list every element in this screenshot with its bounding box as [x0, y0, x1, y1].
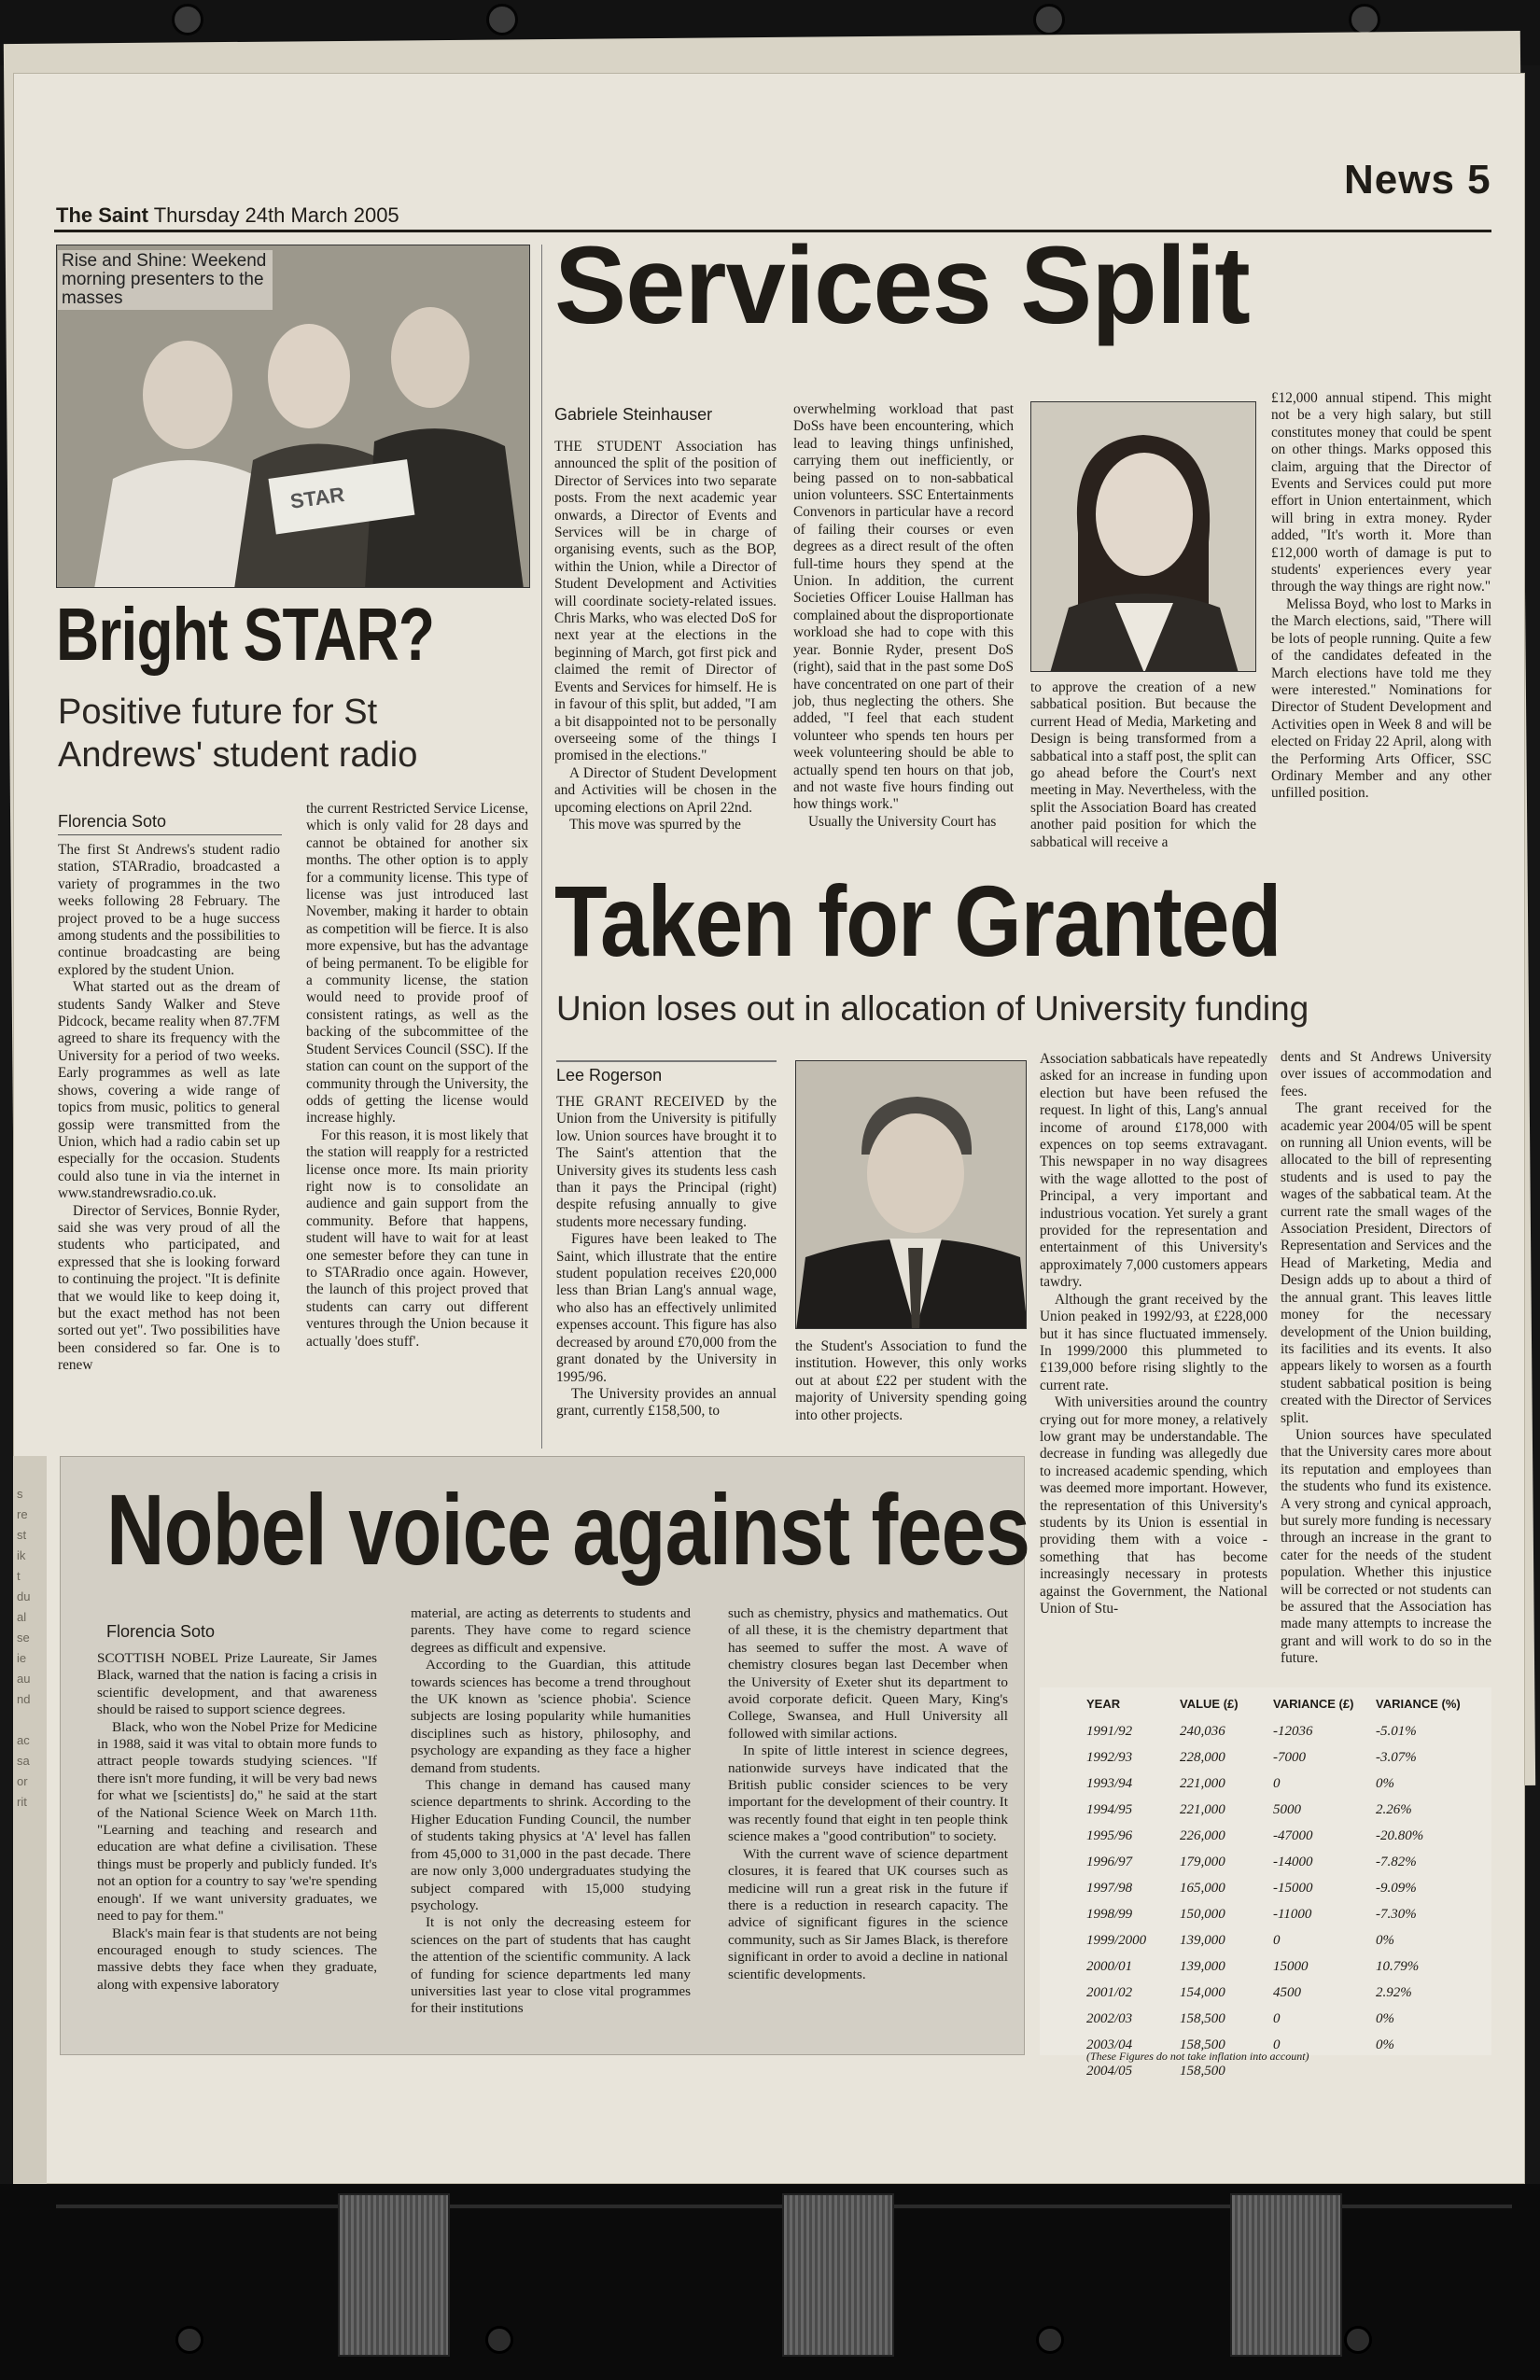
table-row	[1086, 1875, 1478, 1901]
star-subhead: Positive future for St Andrews' student radio	[58, 693, 418, 775]
table-cell: 2003/04	[1086, 2037, 1133, 2052]
table-note: (These Figures do not take inflation into account)	[1086, 2050, 1309, 2063]
paragraph: What started out as the dream of students Sandy Walker and Steve Pidcock, became reality when 87.7FM agreed to share its frequency with the University for a period of two weeks. Early programmes as well as late shows, covering a wide range of topics from music, politics to general gossip were transmitted from the Union, which had a radio cabin set up especially for the occasion. Students could also tune in via the internet in www.standrewsradio.co.uk.	[58, 979, 280, 1202]
paragraph: the current Restricted Service License, which is only valid for 28 days and cannot be obtained for another six months. The other option is to apply for a community license. This type of license was just introduced last November, making it harder to obtain as competition will be fierce. It is also more expensive, but has the advantage of being permanent. To be eligible for a community license, the station would need to provide proof of consistent ratings, as well as the backing of the subcommittee of the Student Services Council (SSC). If the station can count on the support of the community through the University, the odds of getting the license would increase highly.	[306, 801, 528, 1127]
paragraph: the Student's Association to fund the institution. However, this only works out at about £22 per student with the majority of University spending going into other projects.	[795, 1338, 1027, 1423]
table-cell: 221,000	[1180, 1775, 1225, 1791]
granted-column-1	[556, 1094, 777, 1421]
table-cell: 1996/97	[1086, 1854, 1133, 1869]
table-cell: 0%	[1376, 1775, 1394, 1791]
binder-hole	[175, 2326, 203, 2354]
table-cell: 0	[1273, 2037, 1281, 2052]
split-column-1	[554, 439, 777, 833]
portrait-image	[796, 1061, 1027, 1329]
binder-hole	[486, 4, 518, 35]
paragraph: With the current wave of science department closures, it is feared that UK courses such as medicine will run a great risk in the future if there is a reduction in research capacity. The advice of significant figures in the science community, such as Sir James Black, is therefore significant in order to avoid a decline in national scientific developments.	[728, 1845, 1008, 1982]
column-header: VARIANCE (%)	[1376, 1697, 1461, 1711]
paragraph: Union sources have speculated that the University cares more about its reputation and employees than the students who fund its existence. A very strong and cynical approach, but surely more funding is necessary through an increase in the grant to cater for the needs of the student population. Whether this injustice will be corrected or not students can be assured that the Association has made many attempts to increase the grant and will work to do so in the future.	[1281, 1426, 1491, 1667]
table-row	[1086, 1953, 1478, 1980]
binder-hole	[1036, 2326, 1064, 2354]
table-cell: 1993/94	[1086, 1775, 1133, 1791]
bleed-through-text: s re st ik t du al se ie au nd ac sa or rit	[17, 1487, 31, 1809]
granted-headline: Taken for Granted	[554, 864, 1281, 977]
column-rule	[541, 245, 542, 1449]
funding-table-box	[1040, 1687, 1491, 2079]
granted-column-4	[1281, 1049, 1491, 1668]
paragraph: overwhelming workload that past DoSs have been encountering, which lead to leaving things unfinished, carrying them out inefficiently, or being passed on to non-sabbatical union volunteers. SSC Entertainments Convenors in particular have a record of failing their courses or even degrees as a direct result of the often full-time hours they spend at the Union. In addition, the current Societies Officer Louise Hallman has complained about the disproportionate workload she had to cope with this year. Bonnie Ryder, present DoS (right), said that in the past some DoS have concentrated on one part of their job, thus neglecting the others. She added, "I feel that each student volunteer who spends ten hours per week volunteering should be able to actually spend ten hours on that job, and not waste five hours finding out how things work."	[793, 401, 1014, 813]
table-cell: -20.80%	[1376, 1827, 1424, 1843]
paragraph: such as chemistry, physics and mathematics. Out of all these, it is the chemistry department that has seemed to suffer the most. A wave of chemistry closures began last December when the University of Exeter shut its department to avoid corporate deficit. Queen Mary, King's College, Swansea, and Hull University all followed with similar actions.	[728, 1605, 1008, 1742]
table-cell: -15000	[1273, 1880, 1313, 1896]
paper-name: The Saint	[56, 203, 149, 227]
paragraph: Melissa Boyd, who lost to Marks in the March elections, said, "There will be lots of people running. Quite a few of the candidates defeated in the March elections have told me they were interested." Nominations for Director of Student Development and Activities open in Week 8 and will be elected on Friday 22 April, along with the Performing Arts Officer, SSC Ordinary Member and any other unfilled position.	[1271, 595, 1491, 802]
table-cell: -9.09%	[1376, 1880, 1417, 1896]
table-cell: 1995/96	[1086, 1827, 1133, 1843]
nobel-headline: Nobel voice against fees	[106, 1473, 1030, 1586]
star-column-2	[306, 801, 528, 1351]
table-cell: -7.82%	[1376, 1854, 1417, 1869]
svg-text:STAR: STAR	[288, 482, 346, 513]
paragraph: In spite of little interest in science degrees, nationwide surveys have indicated that the British public consider sciences to be very important for the development of their country. It was recently found that eight in ten people think science makes a "good contribution" to society.	[728, 1743, 1008, 1845]
table-row	[1086, 1901, 1478, 1927]
column-header: YEAR	[1086, 1697, 1121, 1711]
table-cell: 2004/05	[1086, 2063, 1133, 2079]
granted-byline: Lee Rogerson	[556, 1060, 777, 1088]
paragraph: According to the Guardian, this attitude towards sciences has become a trend throughout the UK known as 'science phobia'. Science subjects are losing popularity while humanities disciplines such as history, philosophy, and psychology are expanding as they face a higher demand from students.	[411, 1657, 691, 1776]
table-cell: 5000	[1273, 1801, 1301, 1817]
table-cell: 228,000	[1180, 1749, 1225, 1765]
table-cell: 2.26%	[1376, 1801, 1412, 1817]
star-column-1	[58, 842, 280, 1375]
principal-photo	[795, 1060, 1027, 1329]
table-cell: 0	[1273, 2010, 1281, 2026]
paragraph: This change in demand has caused many science departments to shrink. According to the Higher Education Funding Council, the number of students taking physics at 'A' level has fallen from 45,000 to 31,000 in the past decade. There are now only 3,000 undergraduates studying the subject compared with 15,000 studying psychology.	[411, 1777, 691, 1913]
table-cell: 2000/01	[1086, 1958, 1133, 1974]
table-cell: 158,500	[1180, 2063, 1225, 2079]
scanner-plate	[782, 2193, 894, 2357]
star-byline: Florencia Soto	[58, 812, 282, 835]
paragraph: Director of Services, Bonnie Ryder, said she was very proud of all the students who participated, and expressed that she is looking forward to continuing the project. "It is definite that we would like to keep doing it, but the exact method has not been sorted out yet". Two possibilities have been considered so far. One is to renew	[58, 1202, 280, 1374]
binder-hole	[172, 4, 203, 35]
split-byline: Gabriele Steinhauser	[554, 405, 713, 424]
portrait-image	[1031, 402, 1256, 672]
binder-hole	[1033, 4, 1065, 35]
table-row	[1086, 1744, 1478, 1771]
table-cell: 0%	[1376, 2010, 1394, 2026]
table-cell: 1997/98	[1086, 1880, 1133, 1896]
nobel-column-1	[97, 1650, 377, 1994]
section-label: News 5	[1344, 157, 1491, 203]
table-row	[1086, 1718, 1478, 1744]
nobel-column-3	[728, 1605, 1008, 1983]
paragraph: to approve the creation of a new sabbatical position. But because the current Head of Media, Marketing and Design is being transformed from a sabbatical into a staff post, the split can go ahead before the Court's next meeting in May. Nevertheless, with the split the Association Board has created another paid position for which the sabbatical will receive a	[1030, 679, 1256, 850]
star-headline: Bright STAR?	[56, 593, 435, 676]
table-cell: 240,036	[1180, 1723, 1225, 1739]
table-row	[1086, 1980, 1478, 2006]
table-row	[1086, 2006, 1478, 2032]
table-row	[1086, 1849, 1478, 1875]
paragraph: dents and St Andrews University over issues of accommodation and fees.	[1281, 1049, 1491, 1099]
table-cell: 139,000	[1180, 1932, 1225, 1948]
split-headline: Services Split	[554, 224, 1250, 347]
table-cell: -5.01%	[1376, 1723, 1417, 1739]
paragraph: SCOTTISH NOBEL Prize Laureate, Sir James Black, warned that the nation is facing a crisis in scientific development, and that awareness should be raised to support science degrees.	[97, 1650, 377, 1718]
table-cell: 158,500	[1180, 2010, 1225, 2026]
table-cell: 158,500	[1180, 2037, 1225, 2052]
nobel-byline: Florencia Soto	[106, 1622, 216, 1641]
bonnie-ryder-photo	[1030, 401, 1256, 672]
table-body	[1086, 1718, 1478, 2084]
paragraph: THE STUDENT Association has announced the split of the position of Director of Services into two separate posts. From the next academic year onwards, a Director of Events and Services will be in charge of organising events, such as the BOP, within the Union, while a Director of Student Development and Activities will coordinate society-related issues. Chris Marks, who was elected DoS for next year at the elections in the beginning of March, got first pick and claimed the remit of Director of Events and Services for himself. He is in favour of this split, but added, "I am a bit disappointed not to be personally overseeing some of the things I promised in the elections."	[554, 439, 777, 764]
binder-hole	[1349, 4, 1380, 35]
binder-hole	[485, 2326, 513, 2354]
paragraph: The first St Andrews's student radio station, STARradio, broadcasted a variety of programmes in the two weeks following 28 February. The project proved to be a huge success among students and the possibilities to continue broadcasting are being explored by the student Union.	[58, 842, 280, 978]
paragraph: A Director of Student Development and Activities will be chosen in the upcoming elections on April 22nd.	[554, 764, 777, 816]
table-row	[1086, 1797, 1478, 1823]
table-cell: -14000	[1273, 1854, 1313, 1869]
table-cell: 221,000	[1180, 1801, 1225, 1817]
scanner-plate	[1230, 2193, 1342, 2357]
split-column-4	[1271, 390, 1491, 803]
masthead	[56, 203, 399, 228]
table-cell: 150,000	[1180, 1906, 1225, 1922]
table-cell: 0%	[1376, 1932, 1394, 1948]
paragraph: Although the grant received by the Union peaked in 1992/93, at £228,000 but it has since fluctuated immensely. In 1999/2000 this plummeted to £139,000 before rising slightly to the current rate.	[1040, 1291, 1267, 1393]
paragraph: With universities around the country crying out for more money, a relatively low grant may be understandable. The decrease in funding was allegedly due to increased academic spending, which was deemed more important. However, the representation of this University's students by its Union is essential in providing them with a voice - something that has become increasingly necessary in protests against the Government, the National Union of Stu-	[1040, 1394, 1267, 1617]
table-cell: 226,000	[1180, 1827, 1225, 1843]
table-row	[1086, 1927, 1478, 1953]
paragraph: Black's main fear is that students are not being encouraged enough to study sciences. The massive debts they face when they graduate, along with expensive laboratory	[97, 1925, 377, 1993]
funding-table	[1086, 1697, 1478, 2084]
table-cell: -7.30%	[1376, 1906, 1417, 1922]
table-cell: 1999/2000	[1086, 1932, 1147, 1948]
table-cell: 10.79%	[1376, 1958, 1420, 1974]
table-header-row	[1086, 1697, 1478, 1718]
split-column-2	[793, 401, 1014, 831]
table-cell: 0	[1273, 1932, 1281, 1948]
column-header: VALUE (£)	[1180, 1697, 1239, 1711]
table-cell: 1991/92	[1086, 1723, 1133, 1739]
paragraph: £12,000 annual stipend. This might not be a very high salary, but still constitutes money that could be spent on other things. Marks opposed this claim, arguing that the Director of Events and Services could put more effort in Union entertainment, which will bring in extra money. Ryder added, "It's worth it. More than £12,000 worth of damage is put to students' experiences every year through the way things are right now."	[1271, 390, 1491, 595]
paragraph: Black, who won the Nobel Prize for Medicine in 1988, said it was vital to obtain more funds to attract people towards studying sciences. "If there isn't more funding, it will be very bad news for what we [scientists] do," he said at the start of the National Science Week on March 11th. "Learning and teaching and research and education are what define a civilisation. These things must be properly and publicly funded. It's not an option for a country to say 'we're spending enough'. If we want university graduates, we need to pay for them."	[97, 1718, 377, 1925]
paragraph: material, are acting as deterrents to students and parents. They have come to regard science degrees as difficult and expensive.	[411, 1605, 691, 1656]
paragraph: It is not only the decreasing esteem for sciences on the part of students that has caught the attention of the scientific community. A lack of funding for science departments led many universities last year to close vital programmes for their institutions	[411, 1914, 691, 2017]
table-cell: -47000	[1273, 1827, 1313, 1843]
paragraph: The University provides an annual grant, currently £158,500, to	[556, 1385, 777, 1420]
table-cell: 1992/93	[1086, 1749, 1133, 1765]
granted-subhead: Union loses out in allocation of University funding	[556, 989, 1309, 1028]
table-cell: 1994/95	[1086, 1801, 1133, 1817]
table-cell: 0	[1273, 1775, 1281, 1791]
table-cell: 1998/99	[1086, 1906, 1133, 1922]
nobel-column-2	[411, 1605, 691, 2018]
table-cell: 2.92%	[1376, 1984, 1412, 2000]
table-cell: -3.07%	[1376, 1749, 1417, 1765]
table-cell: 154,000	[1180, 1984, 1225, 2000]
granted-column-3	[1040, 1051, 1267, 1617]
table-cell: -7000	[1273, 1749, 1306, 1765]
paragraph: This move was spurred by the	[569, 816, 741, 833]
table-cell: -11000	[1273, 1906, 1312, 1922]
table-cell: 179,000	[1180, 1854, 1225, 1869]
paragraph: Figures have been leaked to The Saint, which illustrate that the entire student population receives £20,000 less than Brian Lang's annual wage, who also has an effectively unlimited expenses account. This figure has also decreased by around £70,000 from the grant donated by the University in 1995/96.	[556, 1231, 777, 1385]
table-cell: 139,000	[1180, 1958, 1225, 1974]
scanner-plate	[338, 2193, 450, 2357]
binder-hole	[1344, 2326, 1372, 2354]
issue-date: Thursday 24th March 2005	[153, 203, 399, 227]
table-cell: 4500	[1273, 1984, 1301, 2000]
table-row	[1086, 1771, 1478, 1797]
table-row	[1086, 1823, 1478, 1849]
table-cell: 0%	[1376, 2037, 1394, 2052]
table-cell: -12036	[1273, 1723, 1313, 1739]
column-header: VARIANCE (£)	[1273, 1697, 1354, 1711]
paragraph: The grant received for the academic year 2004/05 will be spent on running all Union events, will be allocated to the bill of representing students and is used to pay the wages of the sabbatical team. At the current rate the small wages of the Association President, Directors of Representation and Services and the Head of Marketing, Media and Design adds up to about a third of the annual grant. This leaves little money for the necessary development of the Union building, its facilities and its events. It also appears likely to worsen as a fourth student sabbatical position is being created with the Director of Services split.	[1281, 1100, 1491, 1426]
table-cell: 15000	[1273, 1958, 1309, 1974]
table-cell	[1376, 2058, 1478, 2084]
table-cell: 2002/03	[1086, 2010, 1133, 2026]
photo-caption: Rise and Shine: Weekend morning presenters to the masses	[58, 250, 273, 310]
split-column-3	[1030, 679, 1256, 851]
paragraph: Association sabbaticals have repeatedly asked for an increase in funding upon election but have been refused the request. In light of this, Lang's annual income of around £178,000 with expences on top seems extravagant. This newspaper in no way disagrees with the wage allotted to the post of Principal, a very important and industrious vocation. Yet surely a grant provided for the representation and entertainment of this University's approximately 7,000 customers appears tawdry.	[1040, 1051, 1267, 1291]
paragraph: Usually the University Court has	[808, 813, 997, 830]
paragraph: THE GRANT RECEIVED by the Union from the University is pitifully low. Union sources have brought it to The Saint's attention that the University gives its students less cash than it pays the Principal (right) despite refusing annually to give students more necessary funding.	[556, 1094, 777, 1230]
granted-column-2	[795, 1338, 1027, 1424]
paragraph: For this reason, it is most likely that the station will reapply for a restricted license once more. Its main priority right now is to consolidate an audience and gain support from the community. Before that happens, student will have to wait for at least one semester before they can tune in to STARradio once again. However, the launch of this project proved that students can carry out different ventures through the Union because it actually 'does stuff'.	[306, 1127, 528, 1350]
table-cell: 165,000	[1180, 1880, 1225, 1896]
table-cell: 2001/02	[1086, 1984, 1133, 2000]
